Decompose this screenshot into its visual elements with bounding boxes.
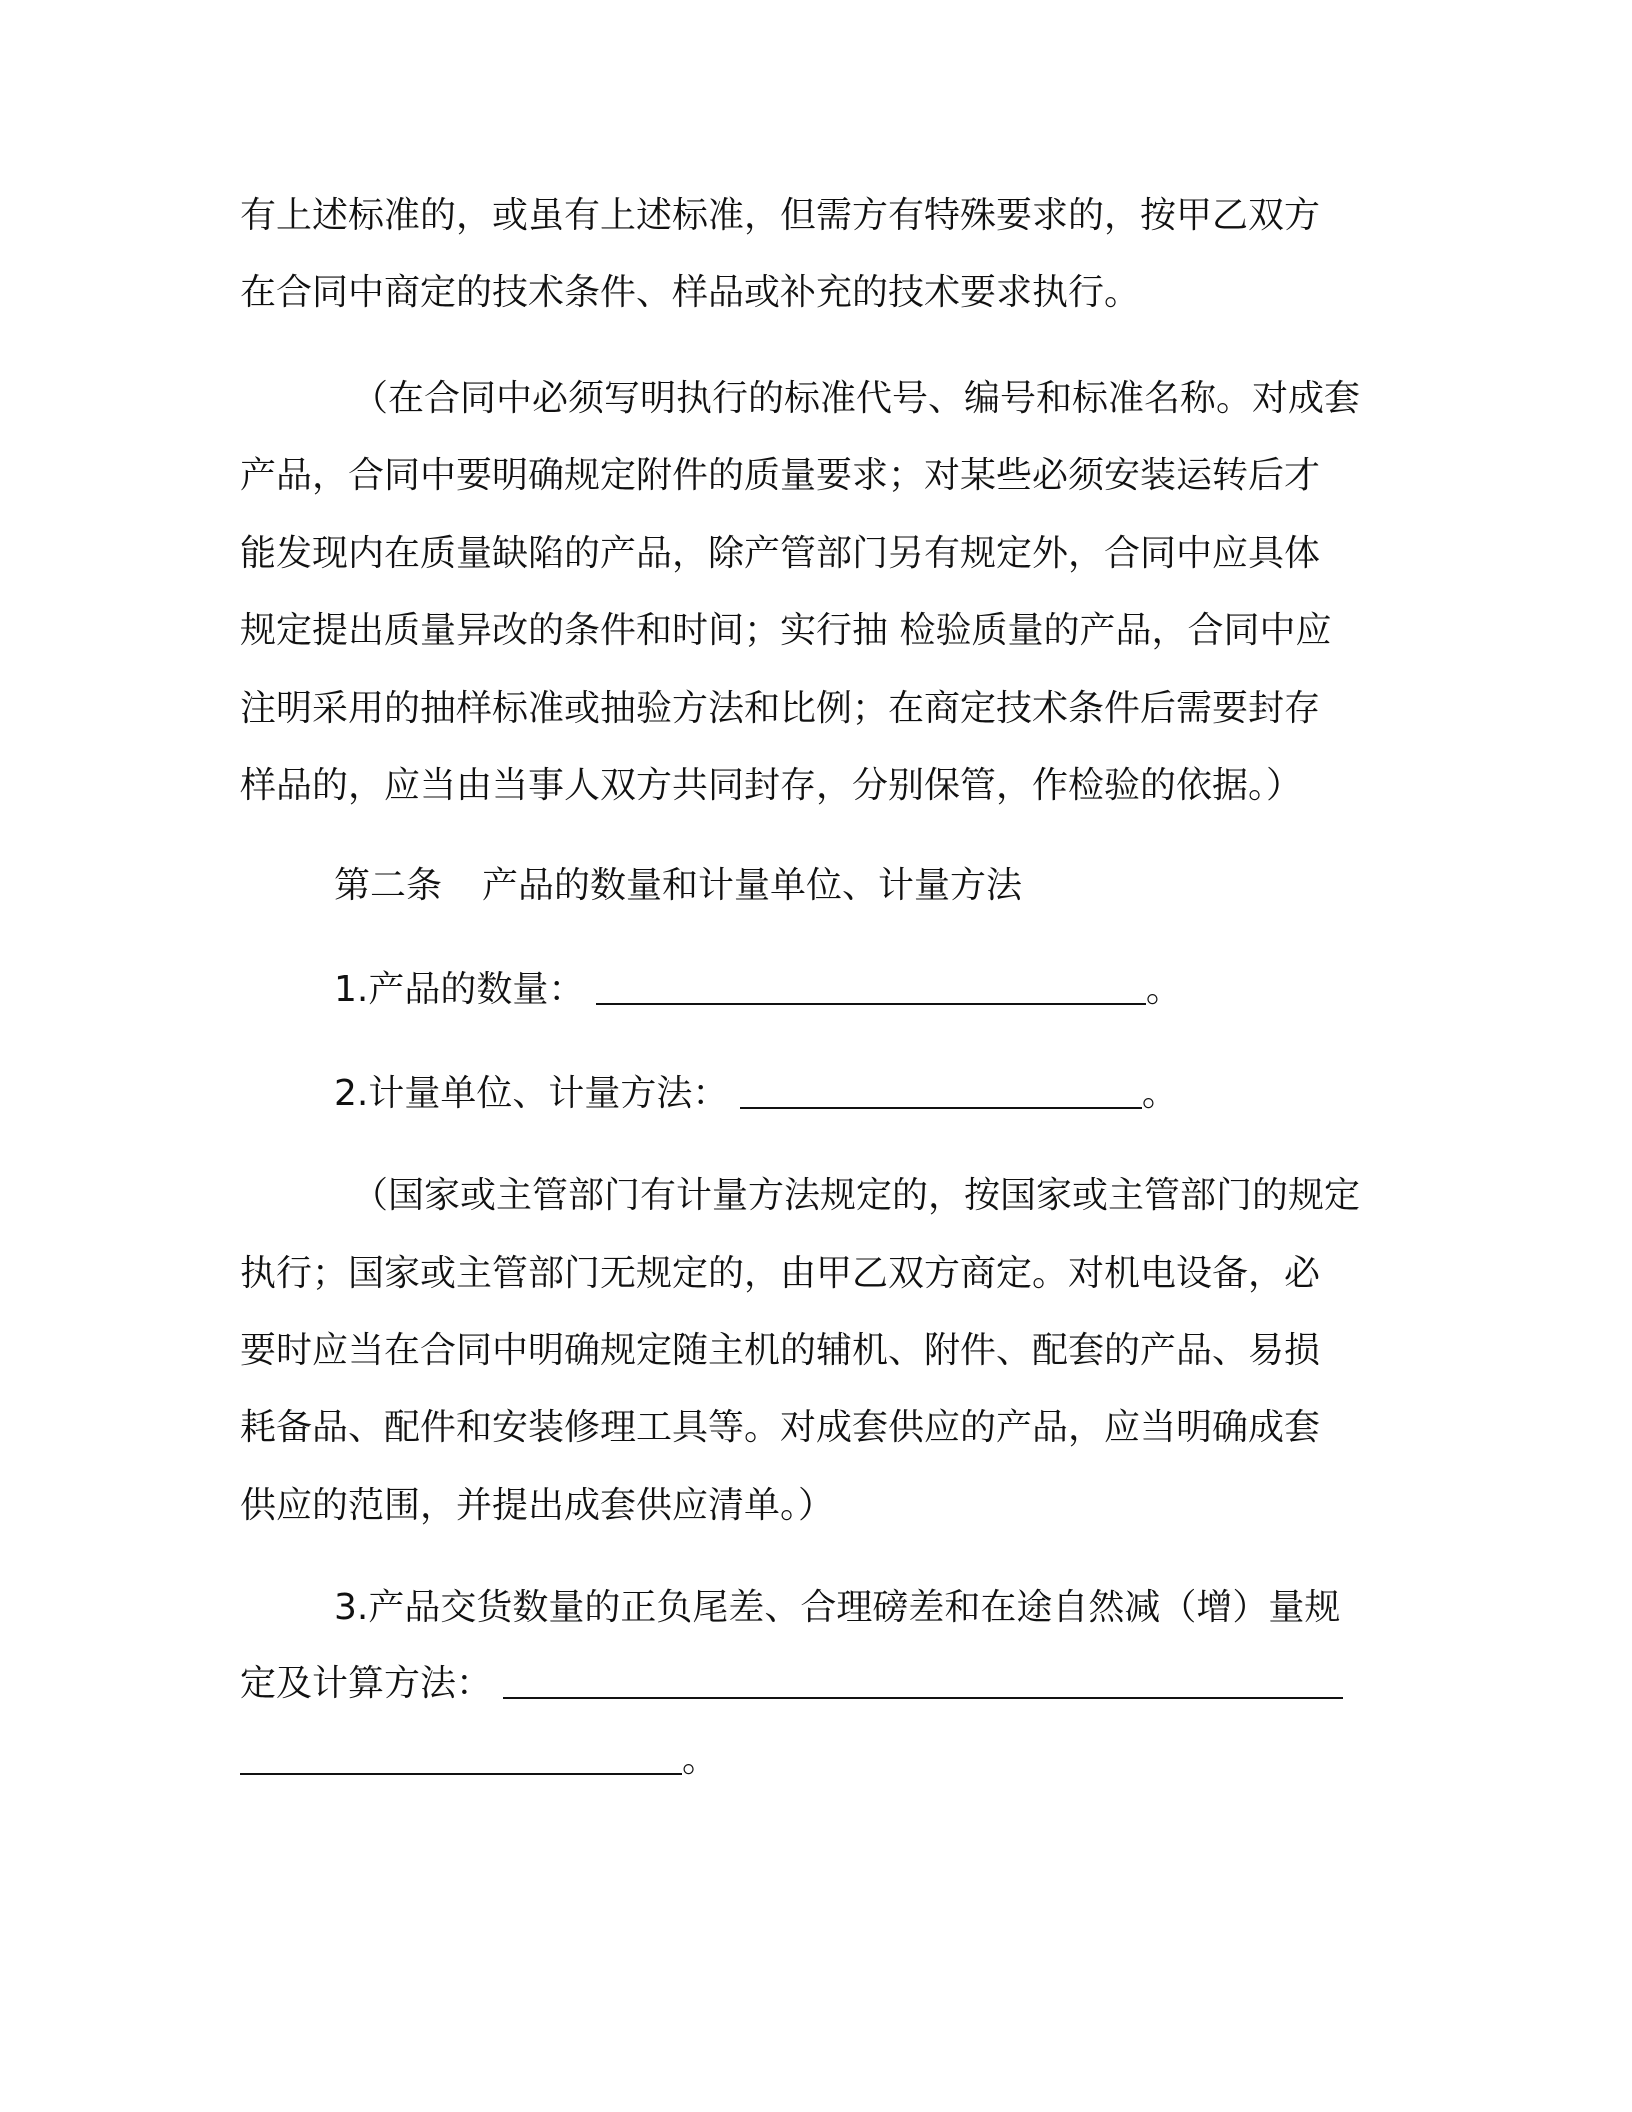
- period: 。: [1145, 969, 1182, 1010]
- paragraph-line: 能发现内在质量缺陷的产品，除产管部门另有规定外，合同中应具体: [240, 533, 1321, 574]
- paragraph-line: 产品，合同中要明确规定附件的质量要求；对某些必须安装运转后才: [240, 455, 1321, 496]
- paragraph-line: 注明采用的抽样标准或抽验方法和比例；在商定技术条件后需要封存: [240, 688, 1321, 729]
- period: 。: [1141, 1073, 1178, 1114]
- calculation-field-row-2: [240, 1730, 718, 1790]
- measurement-blank-line[interactable]: [740, 1067, 1142, 1109]
- paragraph-line: 在合同中商定的技术条件、样品或补充的技术要求执行。: [240, 272, 1141, 313]
- paragraph-line: 耗备品、配件和安装修理工具等。对成套供应的产品，应当明确成套: [240, 1407, 1321, 1448]
- paragraph-line: 规定提出质量异改的条件和时间；实行抽 检验质量的产品，合同中应: [240, 610, 1332, 651]
- paragraph-line: 执行；国家或主管部门无规定的，由甲乙双方商定。对机电设备，必: [240, 1253, 1321, 1294]
- calculation-field-row: [240, 1654, 1343, 1714]
- paragraph-line: 有上述标准的，或虽有上述标准，但需方有特殊要求的，按甲乙双方: [240, 195, 1321, 236]
- paragraph-line: （国家或主管部门有计量方法规定的，按国家或主管部门的规定: [352, 1175, 1361, 1216]
- measurement-field-row: [334, 1064, 1178, 1124]
- quantity-label: 1.产品的数量：: [334, 969, 585, 1010]
- calculation-blank-line-2[interactable]: [240, 1733, 682, 1775]
- paragraph-line: 样品的，应当由当事人双方共同封存，分别保管，作检验的依据。）: [240, 765, 1303, 806]
- paragraph-line: 要时应当在合同中明确规定随主机的辅机、附件、配套的产品、易损: [240, 1330, 1321, 1371]
- calculation-blank-line-1[interactable]: [503, 1657, 1343, 1699]
- article-title: 产品的数量和计量单位、计量方法: [482, 865, 1023, 906]
- calculation-label: 定及计算方法：: [240, 1663, 493, 1704]
- measurement-label: 2.计量单位、计量方法：: [334, 1073, 729, 1114]
- quantity-field-row: [334, 960, 1182, 1020]
- paragraph-line: （在合同中必须写明执行的标准代号、编号和标准名称。对成套: [352, 378, 1361, 419]
- quantity-blank-line[interactable]: [596, 963, 1146, 1005]
- article-heading: [334, 856, 1022, 916]
- paragraph-line: 3.产品交货数量的正负尾差、合理磅差和在途自然减（增）量规: [334, 1587, 1341, 1628]
- article-number: 第二条: [334, 865, 443, 906]
- paragraph-line: 供应的范围，并提出成套供应清单。）: [240, 1485, 835, 1526]
- period: 。: [682, 1739, 719, 1780]
